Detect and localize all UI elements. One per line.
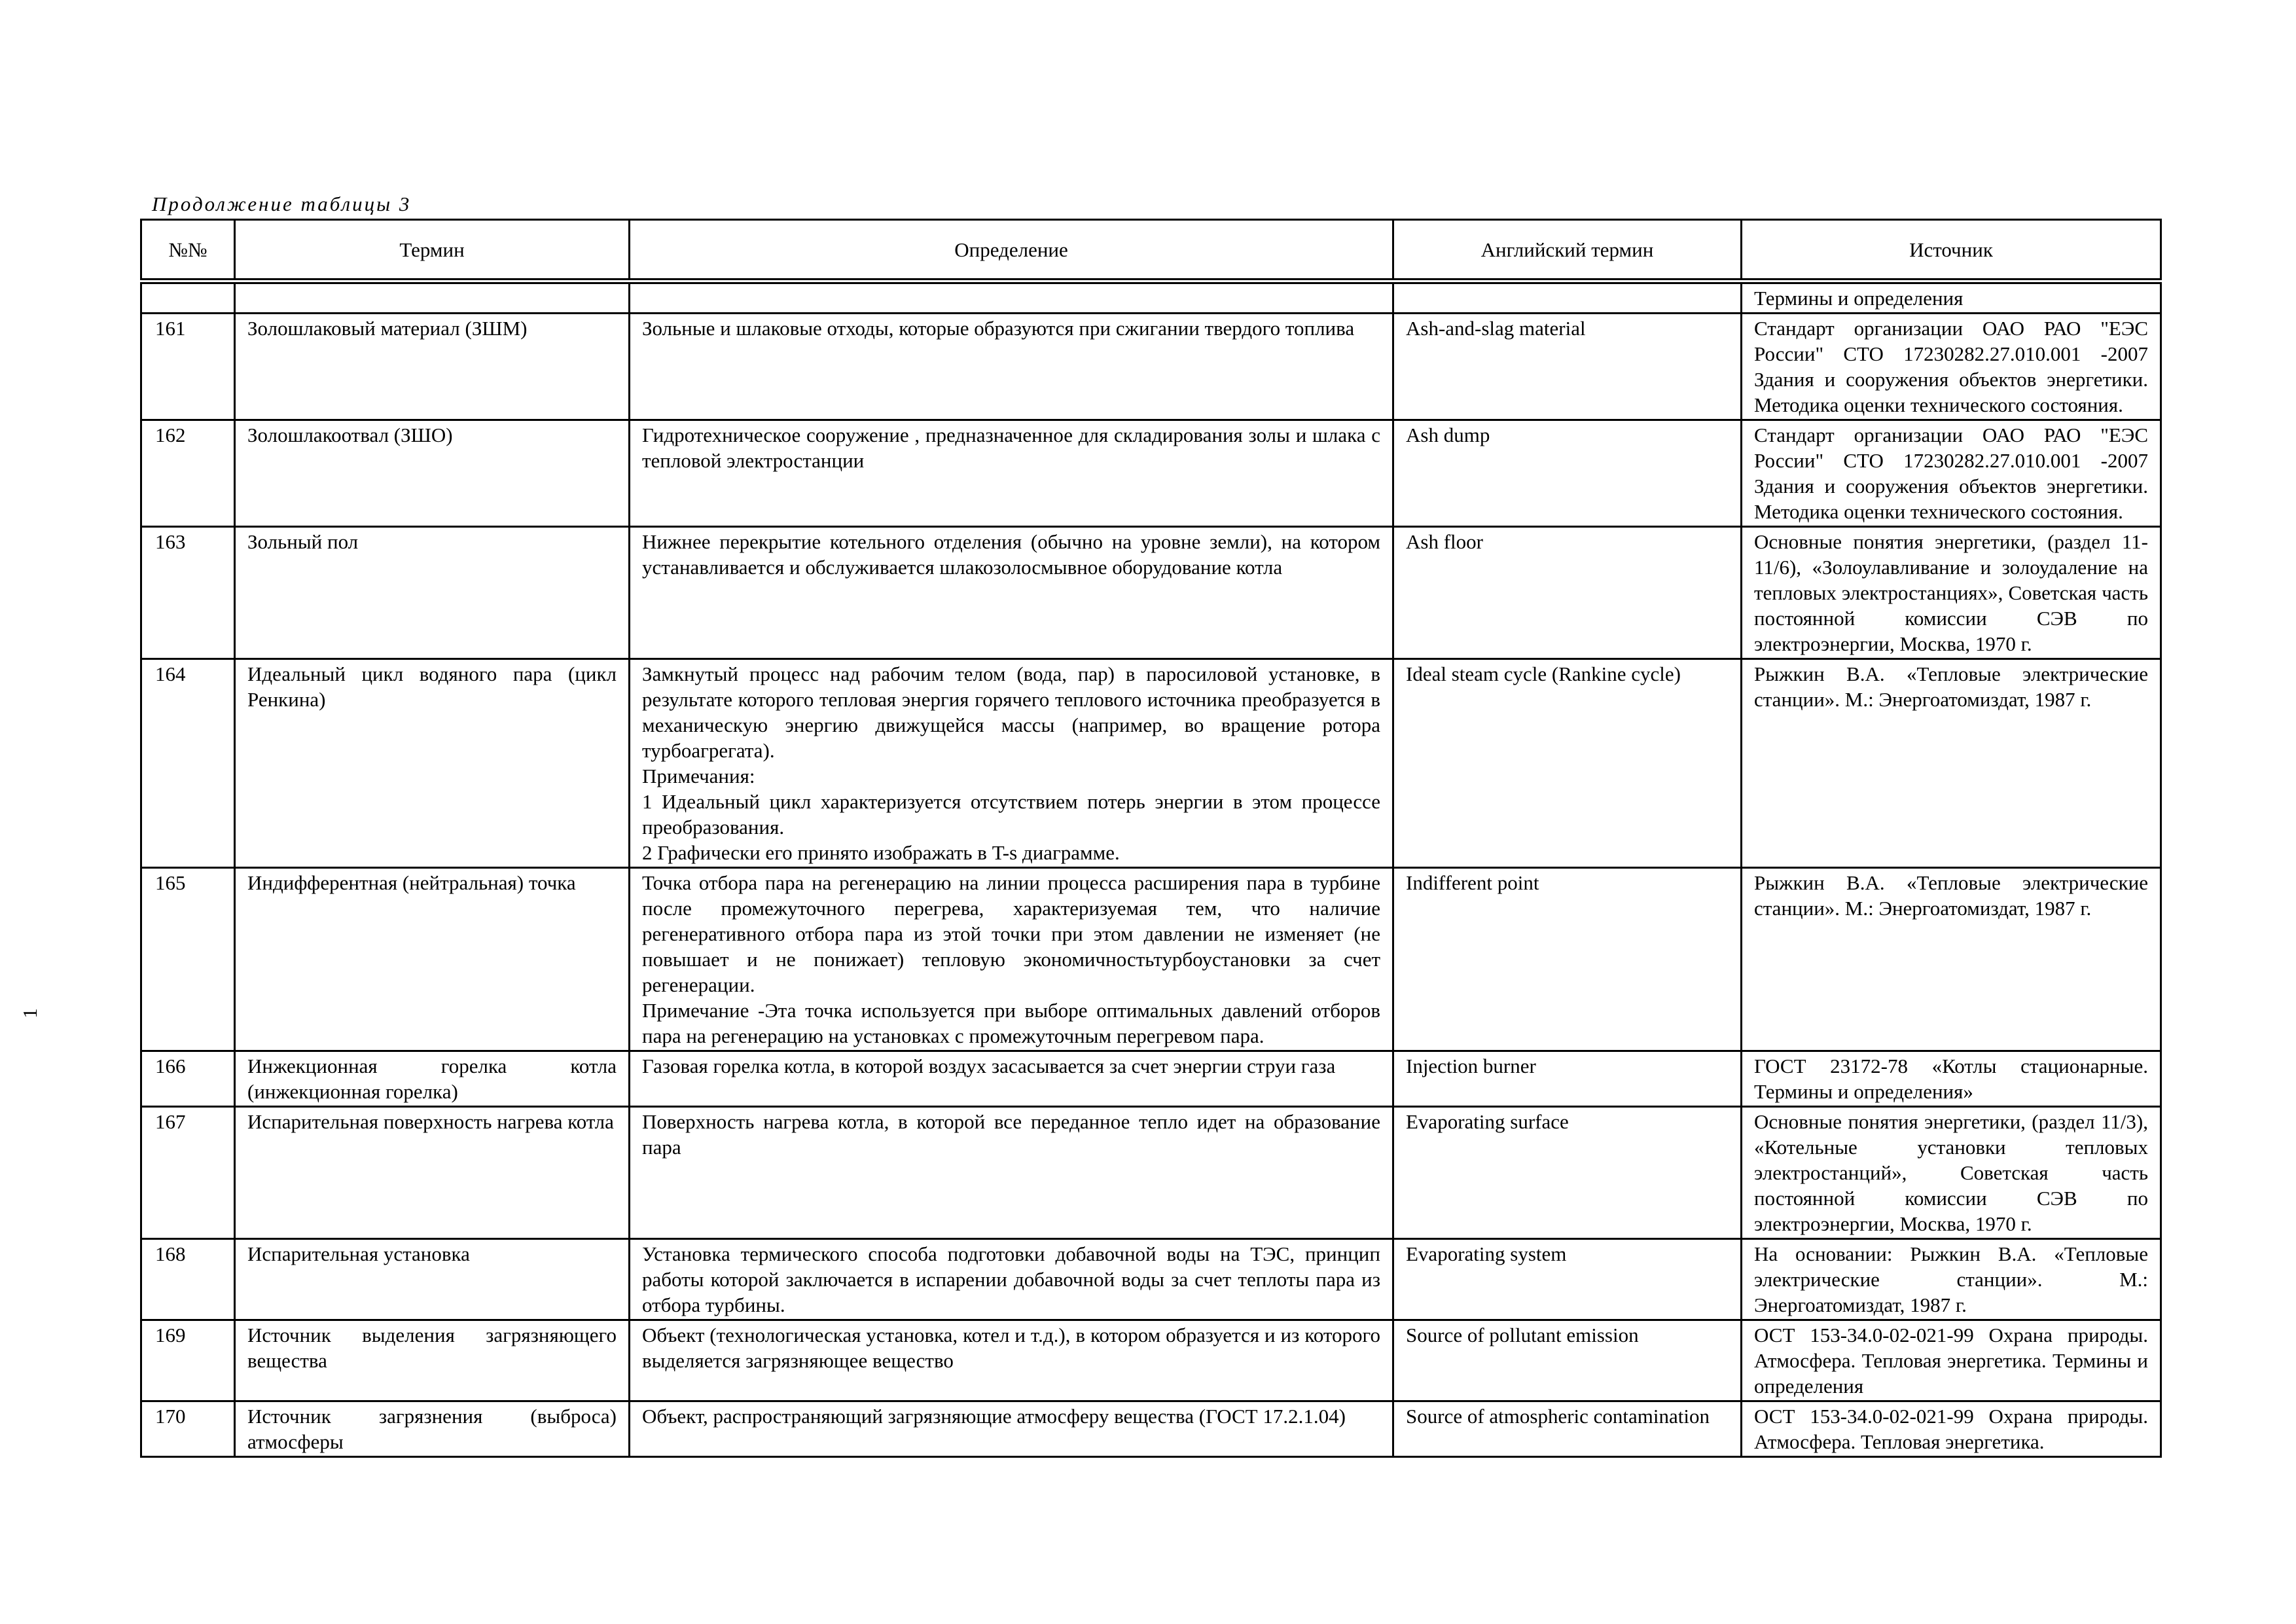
table-row xyxy=(141,314,2161,420)
cell-definition xyxy=(630,314,1393,420)
definition-line: Объект, распространяющий загрязняющие атмосферу вещества (ГОСТ 17.2.1.04) xyxy=(642,1405,1346,1428)
table-row xyxy=(141,1401,2161,1457)
cell-definition xyxy=(630,659,1393,868)
cell-definition xyxy=(630,527,1393,659)
cell-number: 163 xyxy=(141,527,235,659)
cell-english-term: Ash-and-slag material xyxy=(1393,314,1742,420)
definition-line: Точка отбора пара на регенерацию на линии процесса расширения пара в турбине после промежуточного перегрева, характеризуемая тем, что наличие регенеративного отбора пара из этой точки при этом давлении не изменяет (не повышает и не понижает) тепловую экономичностьтурбоустановки за счет регенерации. xyxy=(642,871,1380,996)
continuation-row xyxy=(141,281,2161,314)
definition-line: Примечание -Эта точка используется при выборе оптимальных давлений отборов пара на регенерацию на установках с промежуточным перегревом пара. xyxy=(642,999,1380,1047)
cell-source: ОСТ 153-34.0-02-021-99 Охрана природы. Атмосфера. Тепловая энергетика. Термины и определения xyxy=(1742,1320,2161,1401)
cell-term: Идеальный цикл водяного пара (цикл Ренкина) xyxy=(235,659,630,868)
definition-line: Нижнее перекрытие котельного отделения (обычно на уровне земли), на котором устанавливается и обслуживается шлакозолосмывное оборудование котла xyxy=(642,530,1380,579)
cell-definition xyxy=(630,1107,1393,1239)
cell-english-term: Evaporating surface xyxy=(1393,1107,1742,1239)
cell-number: 162 xyxy=(141,420,235,527)
definition-line: 2 Графически его принято изображать в T-s диаграмме. xyxy=(642,841,1120,864)
cell-source: Стандарт организации ОАО РАО "ЕЭС России" СТО 17230282.27.010.001 -2007 Здания и сооружения объектов энергетики. Методика оценки технического состояния. xyxy=(1742,420,2161,527)
cell-definition xyxy=(630,1239,1393,1320)
cell-definition xyxy=(630,1051,1393,1107)
cell-number: 169 xyxy=(141,1320,235,1401)
cell-number: 170 xyxy=(141,1401,235,1457)
cell-english-term: Source of pollutant emission xyxy=(1393,1320,1742,1401)
cell-number: 161 xyxy=(141,314,235,420)
cell-english-term xyxy=(1393,281,1742,314)
definition-line: Замкнутый процесс над рабочим телом (вода, пар) в паросиловой установке, в результате которого тепловая энергия горячего теплового источника преобразуется в механическую энергию движущейся массы (например, во вращение ротора турбоагрегата). xyxy=(642,662,1380,762)
cell-english-term: Evaporating system xyxy=(1393,1239,1742,1320)
table-row xyxy=(141,1051,2161,1107)
cell-source: Рыжкин В.А. «Тепловые электрические станции». М.: Энергоатомиздат, 1987 г. xyxy=(1742,659,2161,868)
table-row xyxy=(141,1239,2161,1320)
header-definition: Определение xyxy=(630,220,1393,281)
cell-number: 164 xyxy=(141,659,235,868)
cell-term: Золошлаковый материал (ЗШМ) xyxy=(235,314,630,420)
table-caption: Продолжение таблицы 3 xyxy=(152,192,412,215)
definition-line: Гидротехническое сооружение , предназначенное для складирования золы и шлака с тепловой электростанции xyxy=(642,424,1380,472)
cell-term: Инжекционная горелка котла (инжекционная горелка) xyxy=(235,1051,630,1107)
cell-term: Испарительная установка xyxy=(235,1239,630,1320)
table-row xyxy=(141,1320,2161,1401)
table-row xyxy=(141,659,2161,868)
cell-definition xyxy=(630,1320,1393,1401)
cell-term: Индифферентная (нейтральная) точка xyxy=(235,868,630,1051)
cell-term: Источник загрязнения (выброса) атмосферы xyxy=(235,1401,630,1457)
cell-number: 168 xyxy=(141,1239,235,1320)
cell-source: Основные понятия энергетики, (раздел 11/3), «Котельные установки тепловых электростанций», Советская часть постоянной комиссии СЭВ по электроэнергии, Москва, 1970 г. xyxy=(1742,1107,2161,1239)
table-header xyxy=(141,220,2161,281)
cell-english-term: Indifferent point xyxy=(1393,868,1742,1051)
cell-term: Испарительная поверхность нагрева котла xyxy=(235,1107,630,1239)
cell-english-term: Ash dump xyxy=(1393,420,1742,527)
cell-term xyxy=(235,281,630,314)
cell-term: Золошлакоотвал (ЗШО) xyxy=(235,420,630,527)
cell-source: ОСТ 153-34.0-02-021-99 Охрана природы. Атмосфера. Тепловая энергетика. xyxy=(1742,1401,2161,1457)
cell-number: 167 xyxy=(141,1107,235,1239)
table-body xyxy=(141,281,2161,1457)
cell-definition xyxy=(630,420,1393,527)
table-row xyxy=(141,868,2161,1051)
cell-source: Рыжкин В.А. «Тепловые электрические станции». М.: Энергоатомиздат, 1987 г. xyxy=(1742,868,2161,1051)
page-side-number: 1 xyxy=(18,1008,41,1019)
cell-source: Стандарт организации ОАО РАО "ЕЭС России" СТО 17230282.27.010.001 -2007 Здания и сооружения объектов энергетики. Методика оценки технического состояния. xyxy=(1742,314,2161,420)
header-number: №№ xyxy=(141,220,235,281)
definition-line: 1 Идеальный цикл характеризуется отсутствием потерь энергии в этом процессе преобразования. xyxy=(642,790,1380,839)
cell-source: ГОСТ 23172-78 «Котлы стационарные. Термины и определения» xyxy=(1742,1051,2161,1107)
cell-english-term: Source of atmospheric contamination xyxy=(1393,1401,1742,1457)
cell-definition xyxy=(630,281,1393,314)
cell-number: 165 xyxy=(141,868,235,1051)
header-term: Термин xyxy=(235,220,630,281)
definition-line: Поверхность нагрева котла, в которой все переданное тепло идет на образование пара xyxy=(642,1110,1380,1159)
cell-source: Основные понятия энергетики, (раздел 11-11/6), «Золоулавливание и золоудаление на тепловых электростанциях», Советская часть постоянной комиссии СЭВ по электроэнергии, Москва, 1970 г. xyxy=(1742,527,2161,659)
cell-english-term: Injection burner xyxy=(1393,1051,1742,1107)
table-row xyxy=(141,420,2161,527)
table-row xyxy=(141,527,2161,659)
cell-definition xyxy=(630,868,1393,1051)
table-row xyxy=(141,1107,2161,1239)
definition-line: Зольные и шлаковые отходы, которые образуются при сжигании твердого топлива xyxy=(642,317,1355,340)
cell-number xyxy=(141,281,235,314)
definition-line: Установка термического способа подготовки добавочной воды на ТЭС, принцип работы которой заключается в испарении добавочной воды за счет теплоты пара из отбора турбины. xyxy=(642,1242,1380,1316)
cell-source: На основании: Рыжкин В.А. «Тепловые электрические станции». М.: Энергоатомиздат, 1987 г. xyxy=(1742,1239,2161,1320)
cell-term: Зольный пол xyxy=(235,527,630,659)
header-source: Источник xyxy=(1742,220,2161,281)
definition-line: Примечания: xyxy=(642,765,755,787)
header-english-term: Английский термин xyxy=(1393,220,1742,281)
cell-source: Термины и определения xyxy=(1742,281,2161,314)
cell-definition xyxy=(630,1401,1393,1457)
cell-english-term: Ash floor xyxy=(1393,527,1742,659)
cell-term: Источник выделения загрязняющего вещества xyxy=(235,1320,630,1401)
cell-number: 166 xyxy=(141,1051,235,1107)
definition-line: Газовая горелка котла, в которой воздух засасывается за счет энергии струи газа xyxy=(642,1055,1336,1077)
terms-table xyxy=(140,219,2162,1458)
definition-line: Объект (технологическая установка, котел и т.д.), в котором образуется и из которого выделяется загрязняющее вещество xyxy=(642,1324,1380,1372)
cell-english-term: Ideal steam cycle (Rankine cycle) xyxy=(1393,659,1742,868)
